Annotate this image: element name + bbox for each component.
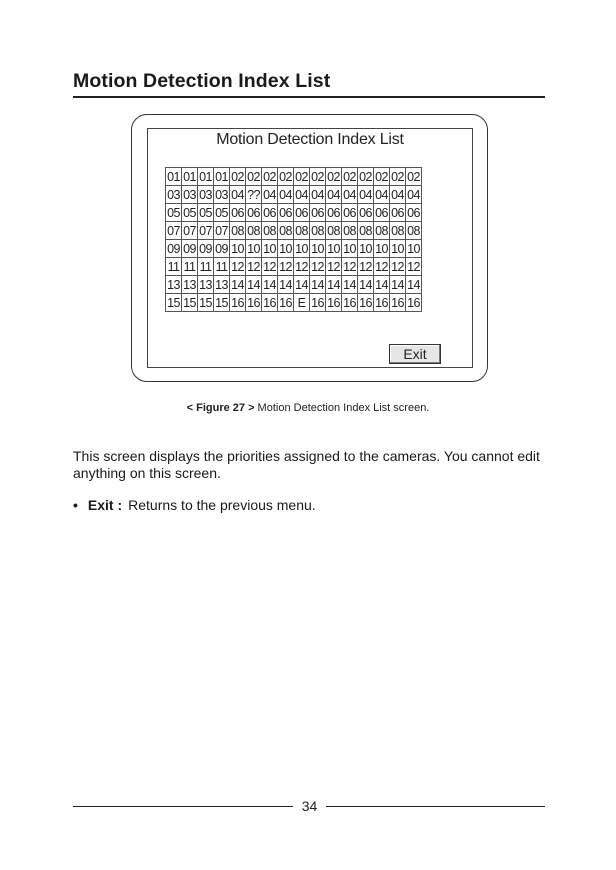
grid-cell: 04 (407, 187, 420, 202)
bullet-marker: • (73, 497, 78, 513)
exit-button[interactable]: Exit (389, 344, 441, 364)
grid-cell: 01 (199, 169, 212, 184)
grid-cell: 12 (311, 259, 324, 274)
grid-cell: 04 (311, 187, 324, 202)
grid-cell: 11 (166, 258, 182, 276)
grid-row (166, 276, 422, 294)
grid-cell: 02 (375, 169, 388, 184)
grid-cell: 12 (231, 259, 244, 274)
grid-cell: 06 (263, 205, 276, 220)
grid-cell: 12 (359, 259, 372, 274)
grid-cell: 01 (167, 169, 180, 184)
grid-cell: 10 (295, 241, 308, 256)
grid-cell: 02 (391, 169, 404, 184)
grid-cell: 08 (327, 223, 340, 238)
grid-cell: 16 (311, 295, 324, 310)
grid-cell: 12 (327, 259, 340, 274)
grid-cell: 06 (231, 205, 244, 220)
grid-cell: 02 (343, 169, 356, 184)
grid-cell: 04 (391, 187, 404, 202)
description-text: This screen displays the priorities assigned to the cameras. You cannot edit anything on this screen. (73, 448, 540, 481)
grid-cell: 02 (263, 169, 276, 184)
grid-cell: 14 (279, 277, 292, 292)
grid-cell: 06 (407, 205, 420, 220)
grid-cell: 08 (295, 223, 308, 238)
grid-cell: 14 (327, 277, 340, 292)
grid-cell: 16 (391, 295, 404, 310)
grid-cell: 10 (279, 241, 292, 256)
grid-cell: 06 (359, 205, 372, 220)
grid-cell: E (294, 294, 310, 312)
grid-cell: 10 (407, 241, 420, 256)
grid-cell: 06 (375, 205, 388, 220)
grid-cell: 09 (167, 241, 180, 256)
grid-row (166, 204, 422, 222)
grid-cell: 02 (327, 169, 340, 184)
grid-cell: 08 (343, 223, 356, 238)
grid-cell: 13 (199, 277, 212, 292)
grid-cell: 08 (247, 223, 260, 238)
grid-cell: 06 (247, 205, 260, 220)
grid-cell: 12 (375, 259, 388, 274)
grid-cell: 10 (311, 241, 324, 256)
grid-cell: 08 (407, 223, 420, 238)
grid-cell: 10 (375, 241, 388, 256)
grid-row (166, 258, 422, 276)
grid-cell: 08 (231, 223, 244, 238)
grid-row (166, 222, 422, 240)
grid-cell: 02 (247, 169, 260, 184)
grid-cell: 06 (391, 205, 404, 220)
grid-cell: 14 (375, 277, 388, 292)
grid-cell: 14 (295, 277, 308, 292)
grid-cell: 12 (391, 259, 404, 274)
grid-cell: 16 (231, 295, 244, 310)
grid-cell: 05 (199, 205, 212, 220)
grid-cell: 16 (327, 295, 340, 310)
grid-cell: 04 (279, 187, 292, 202)
grid-cell: ?? (247, 187, 260, 202)
grid-cell: 16 (359, 295, 372, 310)
grid-cell: 02 (359, 169, 372, 184)
grid-cell: 14 (343, 277, 356, 292)
grid-cell: 02 (295, 169, 308, 184)
grid-cell: 10 (231, 241, 244, 256)
grid-cell: 16 (263, 295, 276, 310)
bullet-item-exit (73, 497, 548, 514)
grid-cell: 06 (343, 205, 356, 220)
grid-cell: 04 (231, 187, 244, 202)
grid-cell: 07 (183, 223, 196, 238)
grid-cell: 04 (359, 187, 372, 202)
page-heading: Motion Detection Index List (73, 70, 545, 98)
grid-cell: 16 (407, 295, 420, 310)
grid-cell: 10 (327, 241, 340, 256)
bullet-term: Exit : (87, 497, 123, 513)
screen-title: Motion Detection Index List (216, 131, 404, 148)
grid-cell: 04 (375, 187, 388, 202)
grid-cell: 04 (263, 187, 276, 202)
grid-cell: 06 (279, 205, 292, 220)
grid-cell: 10 (247, 241, 260, 256)
grid-cell: 03 (199, 187, 212, 202)
grid-cell: 12 (343, 259, 356, 274)
grid-cell: 12 (295, 259, 308, 274)
grid-cell: 08 (311, 223, 324, 238)
grid-cell: 11 (182, 258, 198, 276)
grid-cell: 14 (311, 277, 324, 292)
grid-row (166, 168, 422, 186)
grid-cell: 14 (407, 277, 420, 292)
grid-cell: 15 (183, 295, 196, 310)
grid-cell: 07 (167, 223, 180, 238)
grid-cell: 05 (167, 205, 180, 220)
grid-cell: 02 (311, 169, 324, 184)
grid-cell: 13 (183, 277, 196, 292)
grid-cell: 02 (407, 169, 420, 184)
grid-cell: 16 (279, 295, 292, 310)
grid-row (166, 294, 422, 312)
grid-cell: 10 (263, 241, 276, 256)
grid-cell: 08 (263, 223, 276, 238)
grid-cell: 01 (183, 169, 196, 184)
grid-cell: 12 (407, 259, 420, 274)
grid-cell: 02 (279, 169, 292, 184)
grid-cell: 13 (167, 277, 180, 292)
grid-cell: 02 (231, 169, 244, 184)
grid-cell: 04 (327, 187, 340, 202)
grid-cell: 03 (167, 187, 180, 202)
grid-cell: 11 (198, 258, 214, 276)
grid-cell: 04 (295, 187, 308, 202)
grid-cell: 14 (263, 277, 276, 292)
grid-cell: 14 (391, 277, 404, 292)
grid-cell: 09 (215, 241, 228, 256)
grid-cell: 14 (247, 277, 260, 292)
grid-cell: 07 (199, 223, 212, 238)
grid-cell: 05 (215, 205, 228, 220)
grid-cell: 03 (183, 187, 196, 202)
grid-row (166, 240, 422, 258)
grid-cell: 14 (231, 277, 244, 292)
grid-cell: 08 (391, 223, 404, 238)
grid-cell: 16 (247, 295, 260, 310)
footer-rule-left (73, 806, 293, 807)
grid-cell: 15 (199, 295, 212, 310)
grid-cell: 13 (215, 277, 228, 292)
grid-cell: 06 (311, 205, 324, 220)
grid-cell: 05 (183, 205, 196, 220)
figure-caption-text: Motion Detection Index List screen. (254, 402, 430, 414)
footer-rule-right (326, 806, 545, 807)
grid-cell: 06 (295, 205, 308, 220)
grid-cell: 12 (263, 259, 276, 274)
grid-cell: 12 (247, 259, 260, 274)
grid-cell: 15 (215, 295, 228, 310)
grid-cell: 01 (215, 169, 228, 184)
grid-cell: 10 (359, 241, 372, 256)
grid-cell: 09 (199, 241, 212, 256)
grid-cell: 08 (279, 223, 292, 238)
grid-cell: 06 (327, 205, 340, 220)
grid-cell: 04 (343, 187, 356, 202)
figure-label: < Figure 27 > (186, 402, 255, 414)
grid-cell: 12 (279, 259, 292, 274)
index-grid (165, 167, 422, 312)
grid-cell: 08 (359, 223, 372, 238)
grid-cell: 14 (359, 277, 372, 292)
grid-cell: 08 (375, 223, 388, 238)
grid-cell: 10 (343, 241, 356, 256)
grid-row (166, 186, 422, 204)
page-number: 34 (301, 798, 318, 814)
grid-cell: 07 (215, 223, 228, 238)
grid-cell: 16 (343, 295, 356, 310)
grid-cell: 10 (391, 241, 404, 256)
grid-cell: 16 (375, 295, 388, 310)
osd-screen (147, 128, 473, 368)
grid-cell: 03 (215, 187, 228, 202)
bullet-text: Returns to the previous menu. (128, 497, 316, 513)
grid-cell: 11 (214, 258, 230, 276)
figure-caption (0, 402, 616, 414)
grid-cell: 15 (167, 295, 180, 310)
grid-cell: 09 (183, 241, 196, 256)
